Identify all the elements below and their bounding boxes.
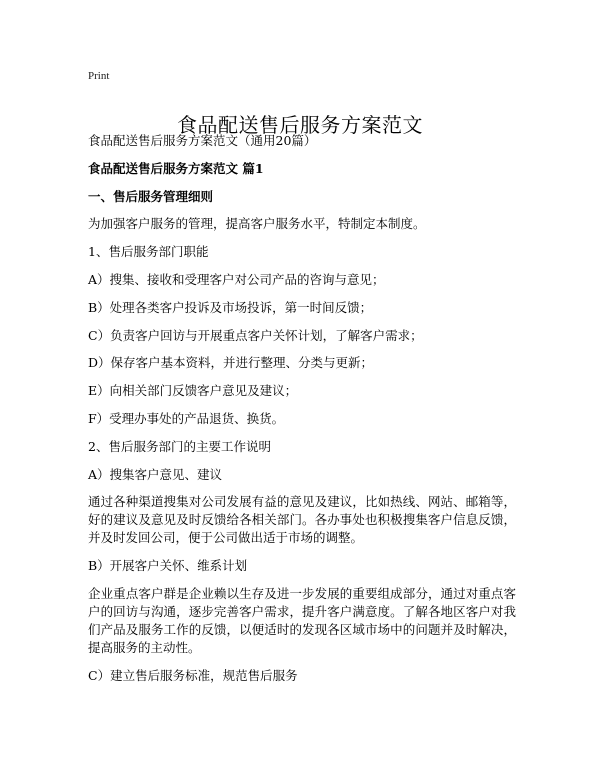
document-title: 食品配送售后服务方案范文 xyxy=(177,113,423,138)
body-line: 2、售后服务部门的主要工作说明 xyxy=(88,438,271,454)
body-line: 食品配送售后服务方案范文（通用20篇） xyxy=(88,133,317,148)
body-line: D）保存客户基本资料，并进行整理、分类与更新； xyxy=(88,355,374,371)
body-line: C）负责客户回访与开展重点客户关怀计划，了解客户需求； xyxy=(88,327,423,343)
body-line: B）处理各类客户投诉及市场投诉，第一时间反馈； xyxy=(88,299,373,315)
body-line: C）建立售后服务标准，规范售后服务 xyxy=(88,667,298,683)
section-heading: 一、售后服务管理细则 xyxy=(88,188,214,204)
section-heading: 食品配送售后服务方案范文 篇1 xyxy=(88,160,264,176)
body-line: E）向相关部门反馈客户意见及建议； xyxy=(88,383,298,399)
body-line: A）搜集客户意见、建议 xyxy=(88,466,223,482)
body-line: F）受理办事处的产品退货、换货。 xyxy=(88,410,285,426)
body-line: A）搜集、接收和受理客户对公司产品的咨询与意见； xyxy=(88,271,385,287)
print-label: Print xyxy=(88,70,110,82)
body-line: 为加强客户服务的管理，提高客户服务水平，特制定本制度。 xyxy=(88,216,426,232)
document-body xyxy=(88,132,516,695)
body-line: B）开展客户关怀、维系计划 xyxy=(88,558,248,574)
body-paragraph: 通过各种渠道搜集对公司发展有益的意见及建议，比如热线、网站、邮箱等，好的建议及意见及时反馈给各相关部门。各办事处也积极搜集客户信息反馈，并及时发回公司，便于公司做出适于市场的调整。 xyxy=(88,494,516,546)
body-paragraph: 企业重点客户群是企业赖以生存及进一步发展的重要组成部分，通过对重点客户的回访与沟通，逐步完善客户需求，提升客户满意度。了解各地区客户对我们产品及服务工作的反馈，以便适时的发现各区域市场中的问题并及时解决，提高服务的主动性。 xyxy=(88,585,516,655)
body-line: 1、售后服务部门职能 xyxy=(88,244,209,260)
